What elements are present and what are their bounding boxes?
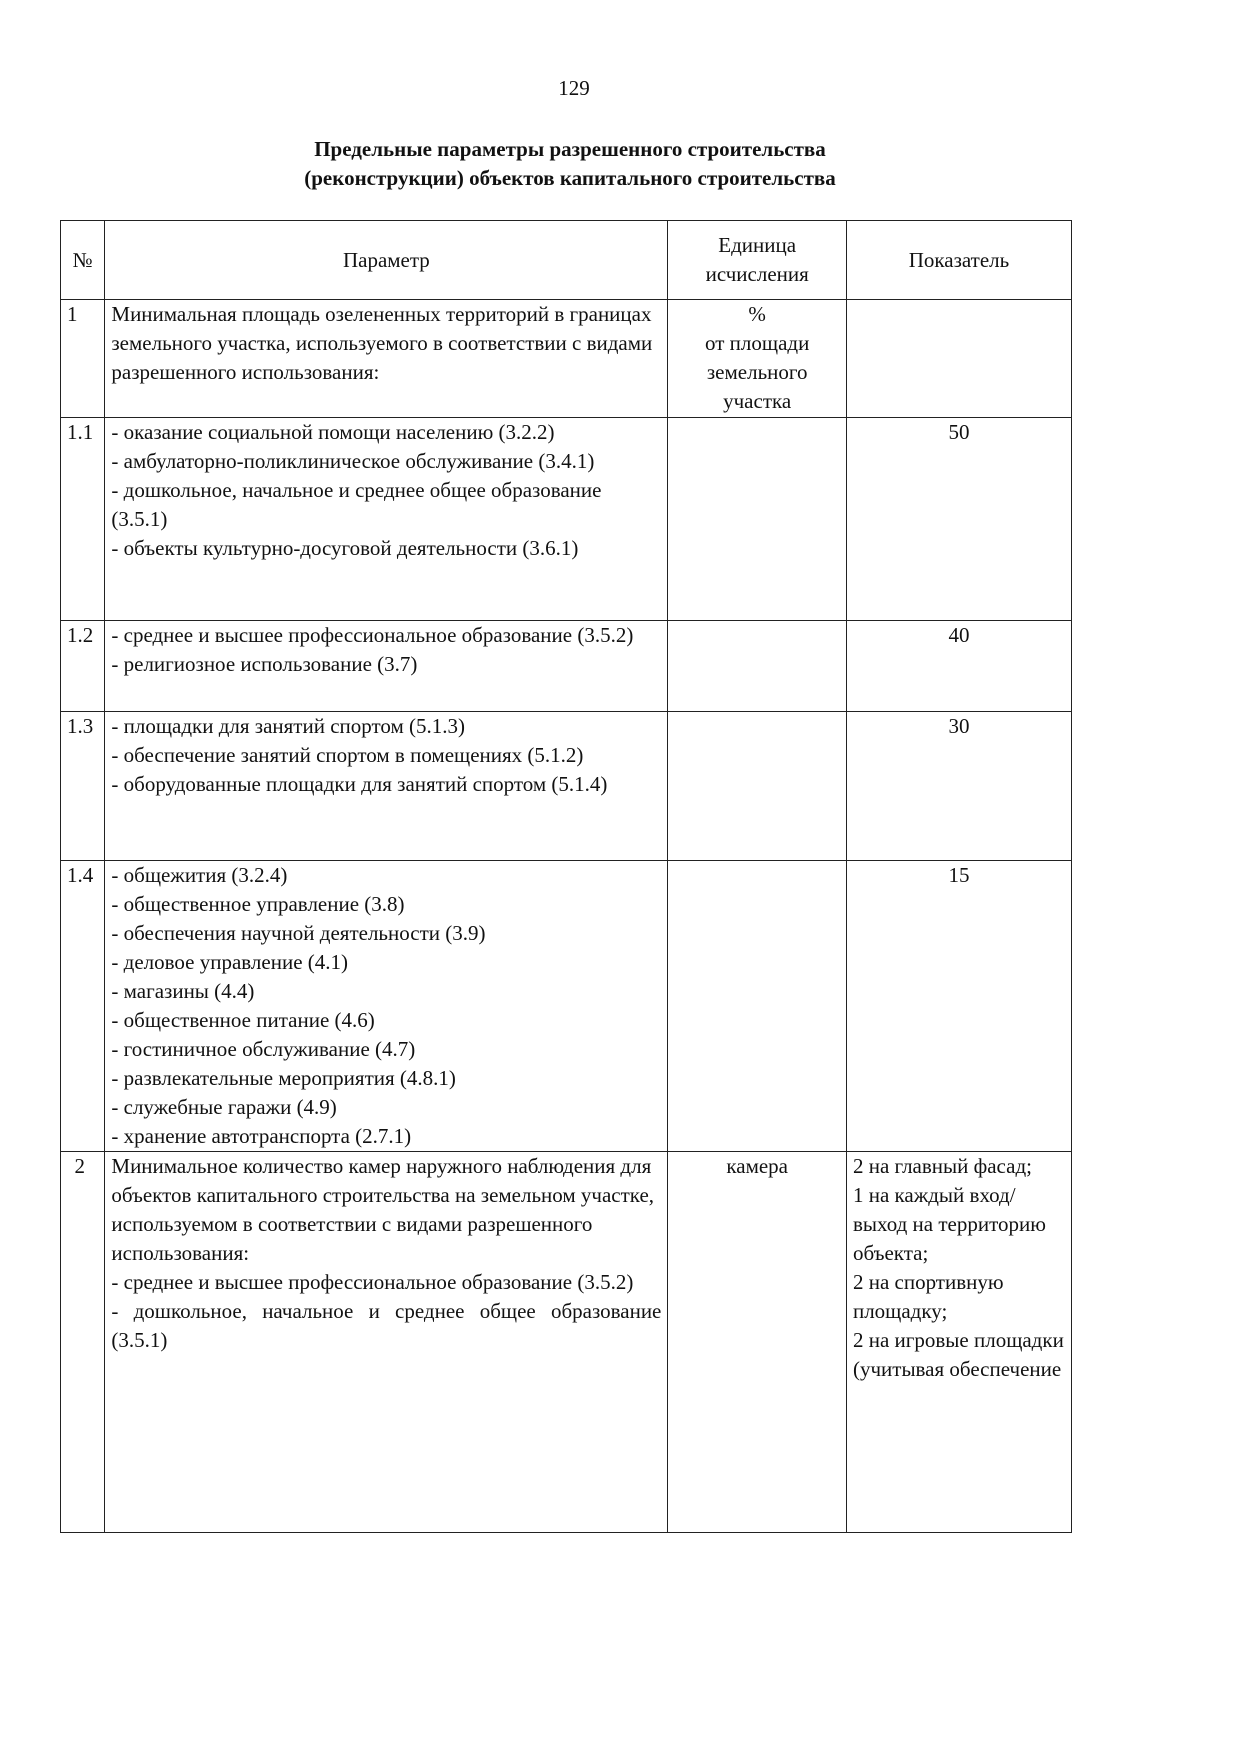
header-parameter: Параметр xyxy=(105,221,668,300)
unit-line: % xyxy=(748,302,766,326)
row-number: 1.4 xyxy=(61,861,105,1152)
table-header-row xyxy=(61,221,1072,300)
row-value xyxy=(846,418,1071,621)
parameter-line: - развлекательные мероприятия (4.8.1) xyxy=(111,1066,456,1090)
row-value xyxy=(846,300,1071,418)
row-number: 1 xyxy=(61,300,105,418)
parameter-line: - магазины (4.4) xyxy=(111,979,255,1003)
row-unit xyxy=(668,621,847,712)
parameter-line: - деловое управление (4.1) xyxy=(111,950,348,974)
parameter-line: - служебные гаражи (4.9) xyxy=(111,1095,337,1119)
unit-line: участка xyxy=(723,389,792,413)
parameter-line: - гостиничное обслуживание (4.7) xyxy=(111,1037,416,1061)
value-line: 1 на каждый вход/выход на территорию объекта; xyxy=(852,1183,1046,1265)
row-value xyxy=(846,712,1071,861)
unit-line: земельного xyxy=(706,360,808,384)
document-title-line-1: Предельные параметры разрешенного строительства xyxy=(314,137,826,161)
value-line: 2 на спортивную площадку; xyxy=(852,1270,1004,1323)
row-number: 1.3 xyxy=(61,712,105,861)
parameter-line: Минимальное количество камер наружного наблюдения для объектов капитального строительства на земельном участке, используемом в соответствии с видами разрешенного использования: xyxy=(111,1154,655,1265)
header-value: Показатель xyxy=(846,221,1071,300)
parameter-line: - дошкольное, начальное и среднее общее образование (3.5.1) xyxy=(111,478,602,531)
row-number: 1.1 xyxy=(61,418,105,621)
parameter-line: - площадки для занятий спортом (5.1.3) xyxy=(111,714,466,738)
row-value xyxy=(846,1152,1071,1533)
unit-line: от площади xyxy=(705,331,810,355)
document-title-line-2: (реконструкции) объектов капитального строительства xyxy=(304,166,836,190)
table-row xyxy=(61,1152,1072,1533)
parameter-line: - общественное питание (4.6) xyxy=(111,1008,375,1032)
parameter-line: - оборудованные площадки для занятий спортом (5.1.4) xyxy=(111,772,608,796)
parameter-line: - амбулаторно-поликлиническое обслуживание (3.4.1) xyxy=(111,449,595,473)
parameter-line: - общежития (3.2.4) xyxy=(111,863,288,887)
value-line: 2 на главный фасад; xyxy=(852,1154,1032,1178)
table-row xyxy=(61,621,1072,712)
header-unit: Единица исчисления xyxy=(668,221,847,300)
parameter-line: - религиозное использование (3.7) xyxy=(111,652,418,676)
row-unit xyxy=(668,712,847,861)
table-row xyxy=(61,712,1072,861)
row-number: 2 xyxy=(61,1152,105,1533)
parameter-line: - среднее и высшее профессиональное образование (3.5.2) xyxy=(111,1270,634,1294)
unit-line: камера xyxy=(726,1154,788,1178)
row-parameter xyxy=(105,300,668,418)
row-unit xyxy=(668,300,847,418)
row-value xyxy=(846,621,1071,712)
document-title xyxy=(60,135,1080,193)
value-line: 2 на игровые площадки (учитывая обеспечение xyxy=(852,1328,1064,1381)
row-unit xyxy=(668,418,847,621)
row-parameter xyxy=(105,712,668,861)
table-row xyxy=(61,418,1072,621)
page-number: 129 xyxy=(558,76,590,100)
parameter-line: - общественное управление (3.8) xyxy=(111,892,405,916)
parameter-line: - оказание социальной помощи населению (3.2.2) xyxy=(111,420,555,444)
table-row xyxy=(61,861,1072,1152)
row-parameter xyxy=(105,1152,668,1533)
table-row xyxy=(61,300,1072,418)
row-value xyxy=(846,861,1071,1152)
row-number: 1.2 xyxy=(61,621,105,712)
parameter-line: - объекты культурно-досуговой деятельности (3.6.1) xyxy=(111,536,579,560)
parameter-line: - обеспечение занятий спортом в помещениях (5.1.2) xyxy=(111,743,584,767)
row-parameter xyxy=(105,861,668,1152)
value-line: 40 xyxy=(948,623,970,647)
row-parameter xyxy=(105,621,668,712)
row-unit xyxy=(668,1152,847,1533)
value-line: 30 xyxy=(948,714,970,738)
parameter-line: - хранение автотранспорта (2.7.1) xyxy=(111,1124,412,1148)
parameter-line: - среднее и высшее профессиональное образование (3.5.2) xyxy=(111,623,634,647)
parameter-line: - дошкольное, начальное и среднее общее образование (3.5.1) xyxy=(111,1299,662,1352)
parameter-line: - обеспечения научной деятельности (3.9) xyxy=(111,921,486,945)
value-line: 15 xyxy=(948,863,970,887)
parameter-line: Минимальная площадь озелененных территорий в границах земельного участка, используемого в соответствии с видами разрешенного использования: xyxy=(111,302,653,384)
header-number: № xyxy=(61,221,105,300)
value-line: 50 xyxy=(948,420,970,444)
row-parameter xyxy=(105,418,668,621)
row-unit xyxy=(668,861,847,1152)
parameters-table xyxy=(60,220,1072,1533)
